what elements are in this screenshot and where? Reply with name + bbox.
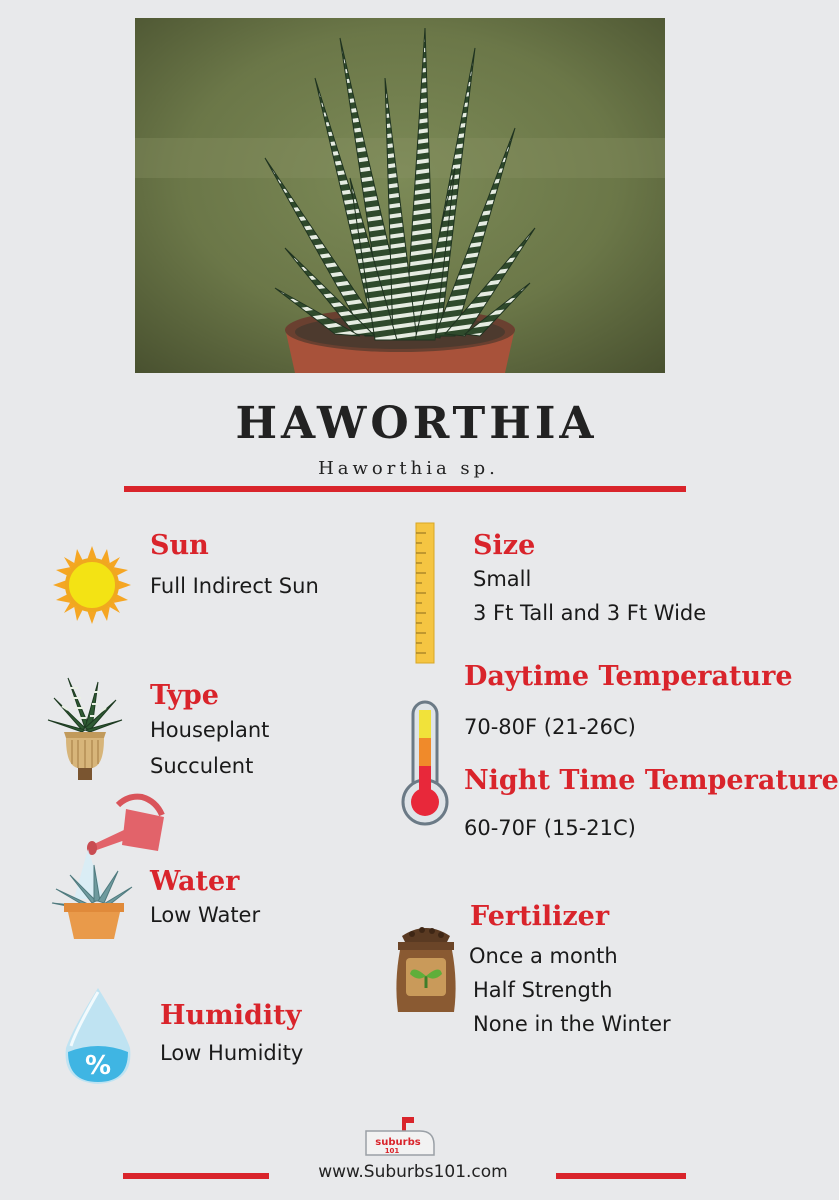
sun-value: Full Indirect Sun — [150, 574, 319, 598]
water-heading: Water — [150, 866, 240, 897]
night-time-temperature-heading: Night Time Temperature — [464, 765, 839, 796]
plant-title: HAWORTHIA — [235, 398, 598, 449]
daytime-temperature-heading: Daytime Temperature — [464, 661, 793, 692]
humidity-heading: Humidity — [160, 1000, 302, 1031]
website-link[interactable]: www.Suburbs101.com — [318, 1162, 508, 1182]
water-value: Low Water — [150, 903, 261, 927]
type-value-2: Succulent — [150, 754, 254, 778]
suburbs101-logo — [362, 1117, 440, 1157]
logo-text: suburbs — [375, 1137, 421, 1148]
potted-plant-icon — [48, 676, 122, 782]
size-heading: Size — [473, 530, 536, 561]
fertilizer-heading: Fertilizer — [470, 901, 610, 932]
svg-text:101: 101 — [384, 1147, 400, 1155]
fertilizer-value-1: Once a month — [469, 944, 618, 968]
fertilizer-bag-icon — [392, 922, 460, 1014]
plant-photo — [135, 18, 665, 373]
type-heading: Type — [150, 680, 219, 711]
sun-icon — [53, 546, 131, 624]
water-drop-percent-icon — [62, 986, 134, 1086]
title-divider — [124, 486, 686, 492]
daytime-temperature-value: 70-80F (21-26C) — [464, 715, 636, 739]
thermometer-icon — [400, 700, 450, 828]
ruler-icon — [415, 523, 437, 663]
night-time-temperature-value: 60-70F (15-21C) — [464, 816, 636, 840]
size-value-1: Small — [473, 567, 532, 591]
fertilizer-value-2: Half Strength — [473, 978, 613, 1002]
size-value-2: 3 Ft Tall and 3 Ft Wide — [473, 601, 707, 625]
fertilizer-value-3: None in the Winter — [473, 1012, 671, 1036]
type-value-1: Houseplant — [150, 718, 270, 742]
humidity-value: Low Humidity — [160, 1041, 304, 1065]
svg-text:%: % — [84, 1051, 112, 1081]
sun-heading: Sun — [150, 530, 209, 561]
plant-scientific-name: Haworthia sp. — [318, 458, 499, 479]
